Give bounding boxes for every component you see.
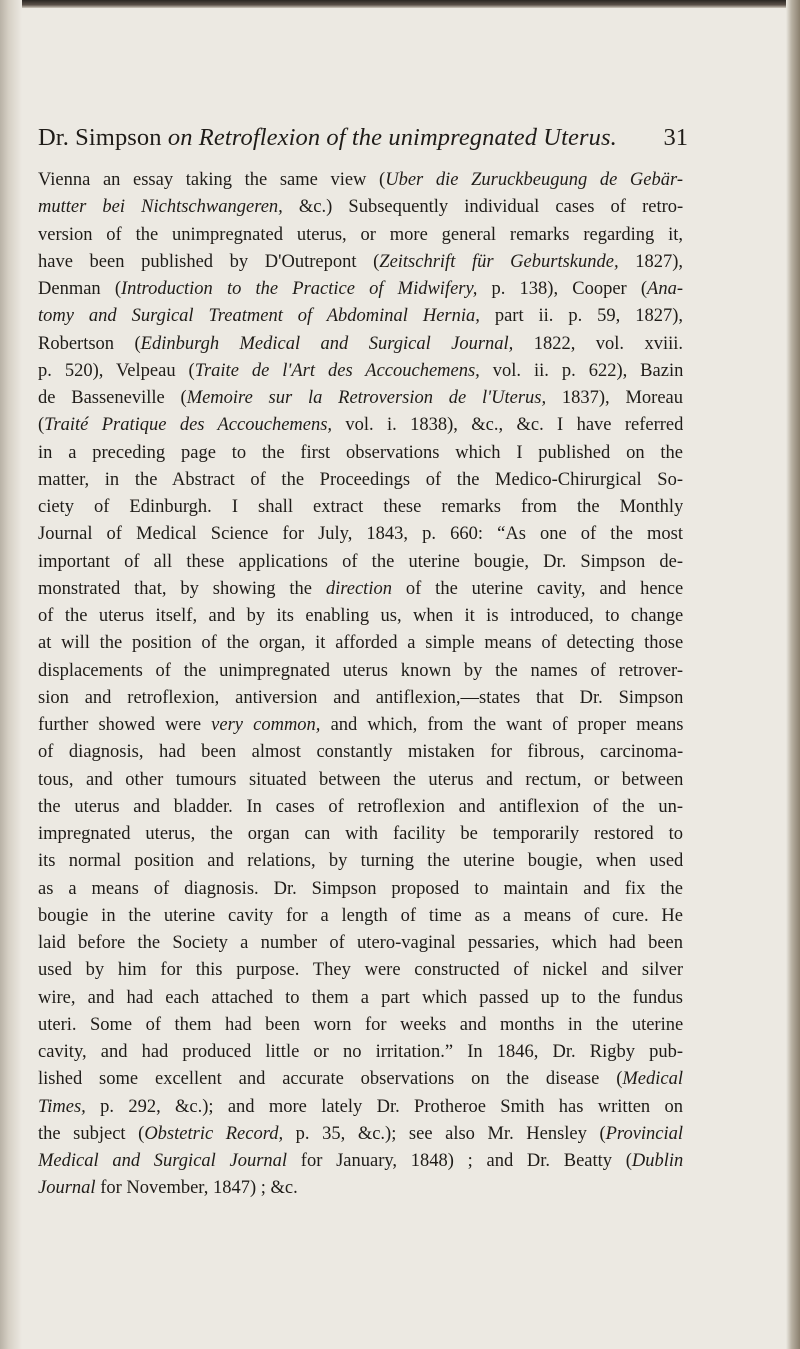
text-run: p. 520), Velpeau ( (38, 360, 195, 381)
italic-text-run: Provincial (605, 1123, 683, 1144)
text-run: Denman ( (38, 279, 121, 299)
page-right-edge (786, 0, 800, 1349)
text-run: ( (38, 415, 45, 436)
text-line (38, 303, 683, 330)
text-run: as a means of diagnosis. Dr. Simpson proposed to maintain and fix the (38, 878, 683, 899)
text-line (38, 549, 683, 576)
text-run: Vienna an essay taking the same view ( (38, 170, 386, 190)
italic-text-run: Dublin (631, 1151, 683, 1171)
text-run: p. 138), Cooper ( (477, 279, 648, 299)
running-header (38, 124, 688, 160)
text-run: de Basseneville ( (38, 388, 187, 408)
text-run: monstrated that, by showing the (38, 578, 326, 599)
text-run: lished some excellent and accurate observations on the disease ( (38, 1069, 623, 1090)
text-line (38, 222, 683, 249)
text-run: ciety of Edinburgh. I shall extract these remarks from the Monthly (38, 497, 683, 517)
text-line (38, 194, 683, 221)
text-run: 1822, vol. xviii. (513, 333, 683, 354)
text-run: vol. ii. p. 622), Bazin (479, 360, 683, 381)
header-connector: on (167, 124, 193, 151)
text-run: version of the unimpregnated uterus, or more general remarks regarding it, (38, 224, 683, 245)
text-run: sion and retroflexion, antiversion and antiflexion,—states that Dr. Simpson (38, 687, 683, 708)
italic-text-run: Journal (38, 1178, 96, 1199)
running-title (38, 124, 617, 152)
text-line (38, 167, 683, 194)
text-run: have been published by D'Outrepont ( (38, 251, 380, 272)
page-number: 31 (663, 124, 688, 151)
text-line (38, 440, 683, 467)
italic-text-run: direction (325, 578, 392, 599)
italic-text-run: very common, (211, 715, 321, 735)
italic-text-run: mutter bei Nichtschwangeren, (38, 197, 283, 218)
italic-text-run: Medical (622, 1069, 683, 1090)
italic-text-run: Ana- (647, 279, 683, 299)
text-run: impregnated uterus, the organ can with facility be temporarily restored to (38, 824, 683, 844)
text-line (38, 876, 683, 903)
text-run: part ii. p. 59, 1827), (479, 306, 683, 327)
text-line (38, 1121, 683, 1148)
text-line (38, 821, 683, 848)
italic-text-run: Zeitschrift für Geburtskunde, (379, 251, 619, 272)
text-run: Robertson ( (38, 333, 141, 354)
text-line (38, 276, 683, 303)
text-line (38, 521, 683, 548)
italic-text-run: Uber die Zuruckbeugung de Gebär- (385, 170, 683, 190)
text-line (38, 1175, 683, 1202)
italic-text-run: Obstetric Record, (144, 1123, 284, 1144)
text-run: in a preceding page to the first observations which I published on the (38, 442, 683, 463)
italic-text-run: tomy and Surgical Treatment of Abdominal Hernia, (38, 306, 480, 327)
text-run: the uterus and bladder. In cases of retroflexion and antiflexion of the un- (38, 796, 683, 817)
italic-text-run: Medical and Surgical Journal (38, 1151, 288, 1171)
text-run: further showed were (38, 715, 212, 735)
text-run: and which, from the want of proper means (320, 715, 683, 735)
text-line (38, 848, 683, 875)
text-line (38, 603, 683, 630)
italic-text-run: Memoire sur la Retroversion de l'Uterus, (186, 388, 547, 408)
text-line (38, 1012, 683, 1039)
italic-text-run: Introduction to the Practice of Midwifery, (121, 279, 478, 299)
text-run: p. 292, &c.); and more lately Dr. Protheroe Smith has written on (85, 1096, 683, 1117)
text-run: at will the position of the organ, it afforded a simple means of detecting those (38, 633, 683, 654)
italic-text-run: Traite de l'Art des Accouchemens, (194, 360, 480, 381)
text-run: vol. i. 1838), &c., &c. I have referred (332, 415, 683, 436)
text-line (38, 685, 683, 712)
text-run: cavity, and had produced little or no irritation.” In 1846, Dr. Rigby pub- (38, 1042, 683, 1062)
text-run: p. 35, &c.); see also Mr. Hensley ( (283, 1123, 606, 1144)
text-line (38, 331, 683, 358)
text-line (38, 467, 683, 494)
text-line (38, 739, 683, 766)
page-left-edge (0, 0, 22, 1349)
text-run: tous, and other tumours situated between the uterus and rectum, or between (38, 769, 683, 790)
text-run: important of all these applications of the uterine bougie, Dr. Simpson de- (38, 551, 683, 572)
text-run: of diagnosis, had been almost constantly mistaken for fibrous, carcinoma- (38, 742, 683, 763)
text-line (38, 385, 683, 412)
text-line (38, 712, 683, 739)
text-run: wire, and had each attached to them a part which passed up to the fundus (38, 987, 683, 1008)
text-line (38, 767, 683, 794)
text-run: laid before the Society a number of utero-vaginal pessaries, which had been (38, 933, 683, 953)
text-run: 1837), Moreau (546, 388, 683, 408)
text-run: for January, 1848) ; and Dr. Beatty ( (287, 1151, 632, 1171)
page-top-shadow (0, 0, 800, 8)
text-line (38, 903, 683, 930)
text-run: displacements of the unimpregnated uterus known by the names of retrover- (38, 660, 683, 681)
italic-text-run: Edinburgh Medical and Surgical Journal, (140, 333, 514, 354)
text-line (38, 1066, 683, 1093)
text-run: bougie in the uterine cavity for a length of time as a means of cure. He (38, 905, 683, 926)
text-line (38, 1148, 683, 1175)
text-run: used by him for this purpose. They were constructed of nickel and silver (38, 960, 683, 981)
text-run: for November, 1847) ; &c. (95, 1178, 298, 1199)
text-run: uteri. Some of them had been worn for weeks and months in the uterine (38, 1014, 683, 1035)
text-run: &c.) Subsequently individual cases of retro- (282, 197, 683, 218)
text-run: of the uterus itself, and by its enabling us, when it is introduced, to change (38, 606, 683, 626)
text-line (38, 1039, 683, 1066)
text-run: matter, in the Abstract of the Proceedings of the Medico-Chirurgical So- (38, 469, 683, 490)
text-line (38, 794, 683, 821)
italic-text-run: Times, (38, 1096, 86, 1117)
text-line (38, 1094, 683, 1121)
text-line (38, 658, 683, 685)
text-line (38, 957, 683, 984)
header-author: Dr. Simpson (38, 124, 162, 151)
text-line (38, 494, 683, 521)
body-paragraph (38, 167, 683, 1203)
text-run: its normal position and relations, by turning the uterine bougie, when used (38, 851, 683, 872)
text-run: of the uterine cavity, and hence (391, 578, 683, 599)
text-run: Journal of Medical Science for July, 1843, p. 660: “As one of the most (38, 524, 683, 545)
text-line (38, 358, 683, 385)
text-line (38, 930, 683, 957)
header-title: Retroflexion of the unimpregnated Uterus. (198, 124, 617, 151)
text-line (38, 249, 683, 276)
text-run: the subject ( (38, 1123, 145, 1144)
text-line (38, 985, 683, 1012)
text-line (38, 576, 683, 603)
text-run: 1827), (618, 251, 683, 272)
italic-text-run: Traité Pratique des Accouchemens, (44, 415, 333, 436)
text-line (38, 630, 683, 657)
text-line (38, 412, 683, 439)
